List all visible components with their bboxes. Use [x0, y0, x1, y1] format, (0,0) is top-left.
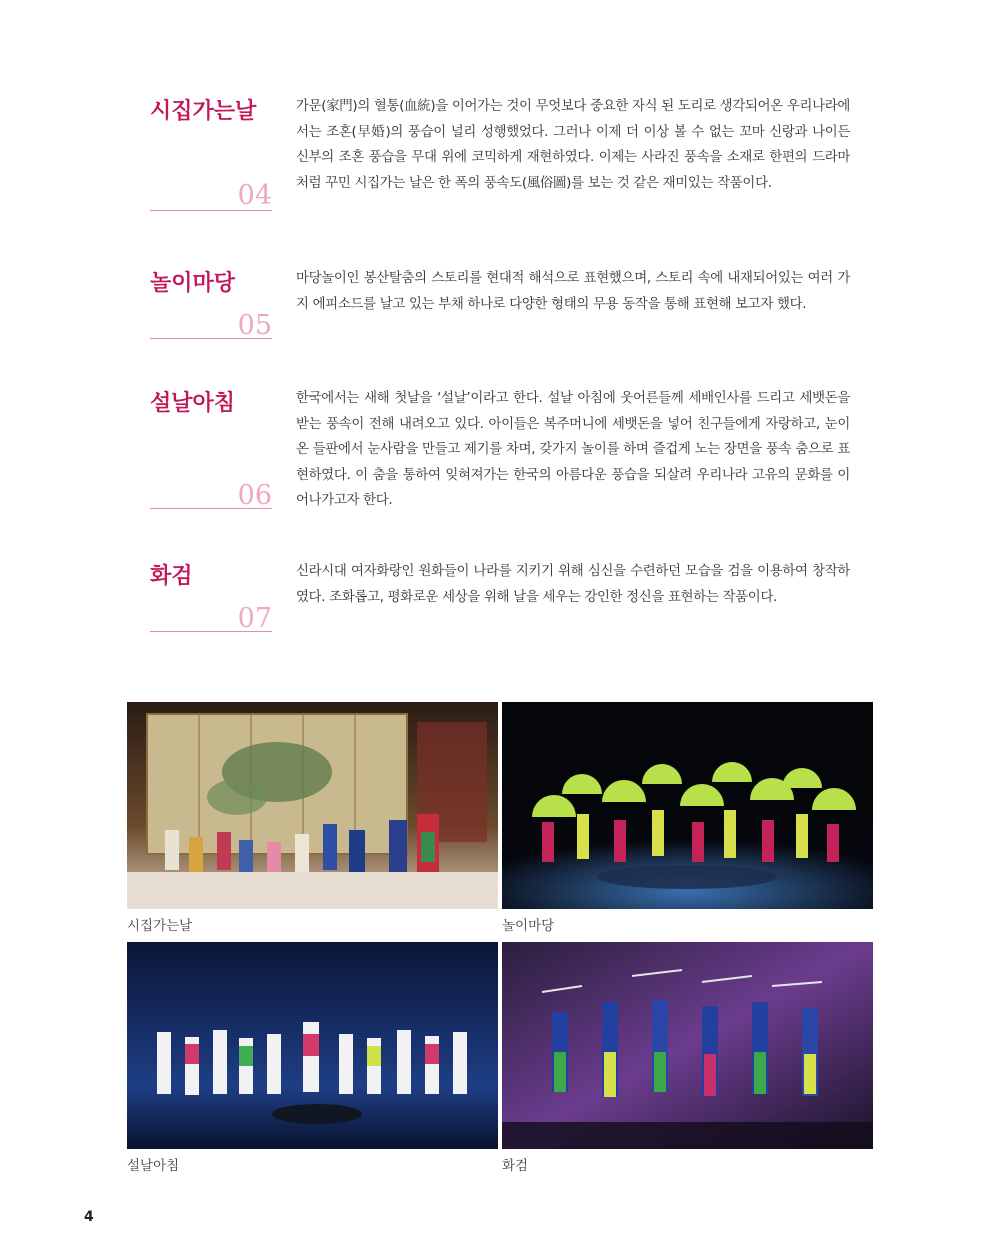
section-seollal-achim — [150, 386, 850, 516]
section-title: 화검 — [150, 563, 193, 589]
section-number: 05 — [237, 310, 272, 341]
section-body: 마당놀이인 봉산탈춤의 스토리를 현대적 해석으로 표현했으며, 스토리 속에 내재되어있는 여러 가지 에피소드를 날고 있는 부채 하나로 다양한 형태의 무용 동작을 통해 표현해 보고자 했다. — [296, 271, 850, 312]
section-number: 07 — [237, 603, 272, 634]
fan-dance-photo — [502, 702, 873, 909]
new-year-dance-photo — [127, 942, 498, 1149]
section-noli-madang — [150, 266, 850, 346]
section-rule — [150, 631, 272, 632]
section-rule — [150, 210, 272, 211]
section-body: 신라시대 여자화랑인 원화들이 나라를 지키기 위해 심신을 수련하던 모습을 검을 이용하여 창작하였다. 조화롭고, 평화로운 세상을 위해 날을 세우는 강인한 정신을 표현하는 작품이다. — [296, 564, 850, 605]
photo-caption: 놀이마당 — [502, 918, 555, 934]
photo-caption: 설날아침 — [127, 1158, 180, 1174]
section-title: 시집가는날 — [150, 98, 257, 124]
photo-caption: 화검 — [502, 1158, 529, 1174]
section-hwageom — [150, 559, 850, 639]
section-body: 한국에서는 새해 첫날을 ‘설날’이라고 한다. 설날 아침에 웃어른들께 세배인사를 드리고 세뱃돈을 받는 풍속이 전해 내려오고 있다. 아이들은 복주머니에 세뱃돈을 넣어 친구들에게 자랑하고, 눈이 온 들판에서 눈사람을 만들고 제기를 차며, 갖가지 놀이를 하며 즐겁게 노는 장면을 풍속 춤으로 표현하였다. 이 춤을 통하여 잊혀져가는 한국의 아름다운 풍습을 되살려 우리나라 고유의 문화를 이어나가고자 한다. — [296, 391, 850, 508]
section-number: 06 — [237, 480, 272, 511]
section-title: 놀이마당 — [150, 270, 236, 296]
section-title: 설날아침 — [150, 390, 236, 416]
wedding-stage-photo — [127, 702, 498, 909]
section-rule — [150, 508, 272, 509]
section-number: 04 — [237, 180, 272, 211]
section-rule — [150, 338, 272, 339]
section-body: 가문(家門)의 혈통(血統)을 이어가는 것이 무엇보다 중요한 자식 된 도리로 생각되어온 우리나라에서는 조혼(早婚)의 풍습이 널리 성행했었다. 그러나 이제 더 이상 볼 수 없는 꼬마 신랑과 나이든 신부의 조혼 풍습을 무대 위에 코믹하게 재현하였다. 이제는 사라진 풍속을 소재로 한편의 드라마처럼 꾸민 시집가는 날은 한 폭의 풍속도(風俗圖)를 보는 것 같은 재미있는 작품이다. — [296, 99, 850, 191]
section-sijipganeunnal — [150, 94, 850, 224]
page-number: 4 — [84, 1209, 94, 1225]
sword-dance-photo — [502, 942, 873, 1149]
photo-caption: 시집가는날 — [127, 918, 193, 934]
